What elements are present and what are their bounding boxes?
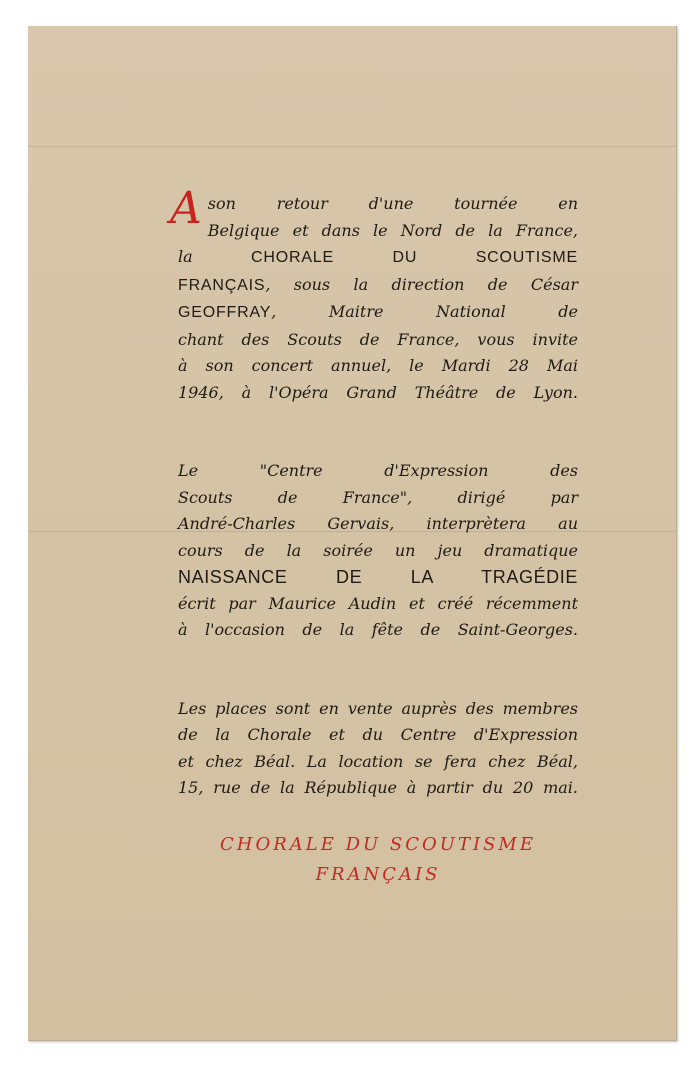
dropcap-letter: A (170, 183, 202, 234)
signature-line: CHORALE DU SCOUTISME (220, 833, 536, 855)
text-line: Belgique et dans le Nord de la France, (207, 220, 578, 240)
text-line: à son concert annuel, le Mardi 28 Mai (178, 356, 578, 375)
paragraph-ticket-info (178, 696, 578, 802)
text-line: chant des Scouts de France, vous invite (178, 329, 578, 349)
text-line: André-Charles Gervais, interprètera au (178, 514, 578, 533)
text-line: et chez Béal. La location se fera chez Béal, (178, 751, 578, 771)
text-line: son retour d'une tournée en (207, 194, 578, 213)
text-fragment: la (178, 247, 252, 266)
text-fragment: , Maitre National de (271, 302, 578, 321)
text-line: de la Chorale et du Centre d'Expression (178, 725, 578, 744)
choir-name-cont: FRANÇAIS (178, 276, 266, 294)
text-line: écrit par Maurice Audin et créé récemment (178, 593, 578, 613)
text-line (178, 299, 578, 327)
signature-line: FRANÇAIS (315, 863, 441, 885)
text-line: à l'occasion de la fête de Saint-Georges. (178, 620, 578, 639)
text-line: 15, rue de la République à partir du 20 mai. (178, 778, 578, 797)
paper-crease (28, 146, 676, 147)
text-line (178, 244, 578, 272)
text-line: Les places sont en vente auprès des membres (178, 698, 578, 718)
text-line: 1946, à l'Opéra Grand Théâtre de Lyon. (178, 382, 578, 402)
text-line (178, 272, 578, 300)
text-line: Scouts de France", dirigé par (178, 487, 578, 507)
invitation-body (170, 183, 579, 1021)
signature (178, 830, 578, 890)
choir-name: CHORALE DU SCOUTISME (251, 249, 579, 266)
paragraph-theatre-piece (178, 458, 578, 644)
paragraph-concert-announcement (170, 183, 579, 406)
text-line: Le "Centre d'Expression des (178, 461, 578, 480)
text-line: cours de la soirée un jeu dramatique (178, 540, 578, 560)
invitation-sheet (28, 26, 677, 1041)
play-title: NAISSANCE DE LA TRAGÉDIE (178, 567, 578, 587)
text-fragment: , sous la direction de César (265, 274, 578, 294)
director-name: GEOFFRAY (178, 304, 272, 321)
